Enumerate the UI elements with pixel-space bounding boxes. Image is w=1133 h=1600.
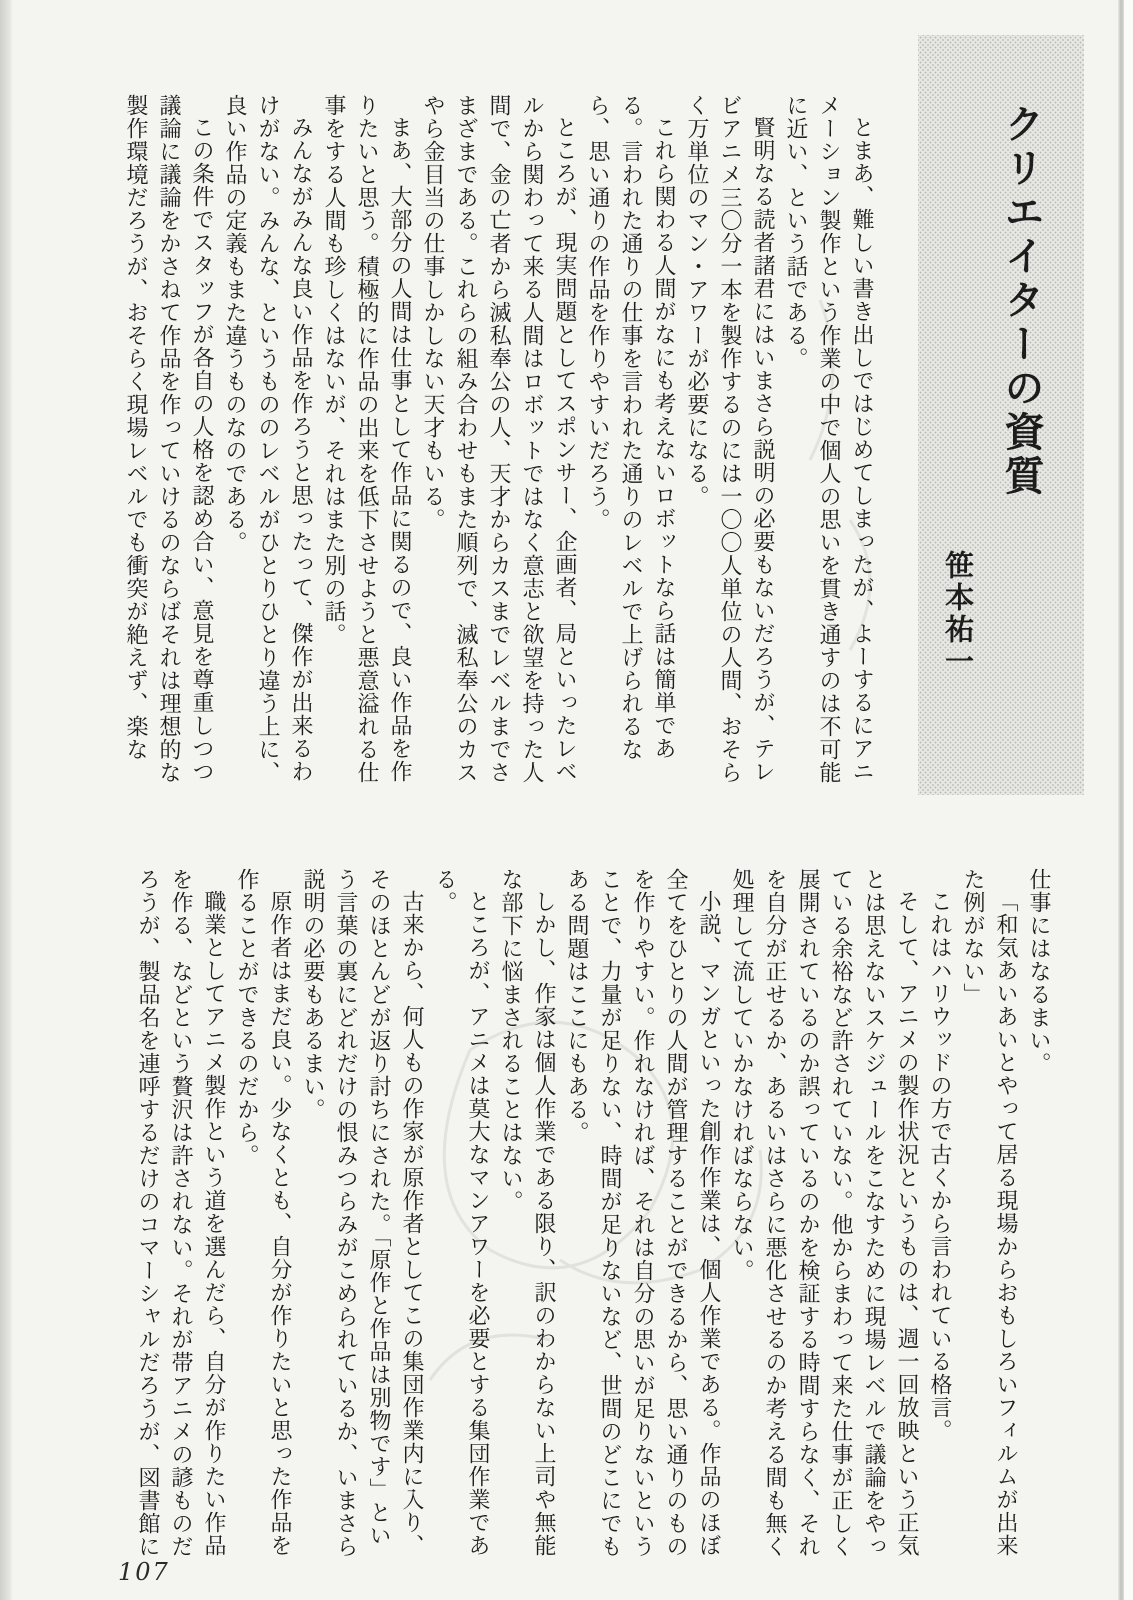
- paragraph: 賢明なる読者諸君にはいまさら説明の必要もないだろうが、テレビアニメ三〇分一本を製作するのには一〇〇人単位の人間、おそらく万単位のマン・アワーが必要になる。: [684, 94, 775, 784]
- article-author: 笹本祐一: [941, 550, 975, 678]
- paragraph: ところが、アニメは莫大なマンアワーを必要とする集団作業である。: [432, 868, 490, 1557]
- paragraph: 古来から、何人もの作家が原作者としてこの集団作業内に入り、そのほとんどが返り討ちにされた。「原作と作品は別物です」という言葉の裏にどれだけの恨みつらみがこめられているか、いまさら説明の必要もあるまい。: [300, 868, 424, 1558]
- paragraph: これはハリウッドの方で古くから言われている格言。: [927, 890, 952, 1442]
- scan-edge-left: [0, 0, 13, 1600]
- scan-edge-right: [1124, 0, 1133, 1600]
- paragraph: 仕事にはなるまい。: [1026, 868, 1051, 1075]
- paragraph: 原作者はまだ良い。少なくとも、自分が作りたいと思った作品を作ることができるのだから。: [234, 868, 292, 1557]
- paragraph: ところが、現実問題としてスポンサー、企画者、局といったレベルから関わって来る人間はロボットではなく意志と欲望を持った人間で、金の亡者から滅私奉公の人、天才からカスまでレベルまでさまざまである。これらの組み合わせもまた順列で、滅私奉公のカスやら金目当の仕事しかしない天才もいる。: [420, 94, 577, 784]
- paragraph: 「和気あいあいとやって居る現場からおもしろいフィルムが出来た例がない」: [960, 868, 1018, 1557]
- page-number: 107: [118, 1558, 170, 1586]
- paragraph: そして、アニメの製作状況というものは、週一回放映という正気とは思えないスケジュールをこなすために現場レベルで議論をやっている余裕など許されていない。他からまわって来た仕事が正しく展開されているのか誤っているのかを検証する時間すらなく、それを自分が正せるか、あるいはさらに悪化させるのか考える間も無く処理して流していかなければならない。: [729, 868, 919, 1558]
- paragraph: しかし、作家は個人作業である限り、訳のわからない上司や無能な部下に悩まされることはない。: [498, 868, 556, 1557]
- article-title: クリエイターの資質: [998, 103, 1044, 499]
- paragraph: みんながみんな良い作品を作ろうと思ったって、傑作が出来るわけがない。みんな、というもののレベルがひとりひとり違う上に、良い作品の定義もまた違うものなのである。: [222, 94, 313, 784]
- article-title-block: [918, 35, 1084, 795]
- lower-text-block: [123, 868, 1055, 1566]
- upper-text-block: [112, 94, 878, 790]
- paragraph: これら関わる人間がなにも考えないロボットなら話は簡単である。言われた通りの仕事を言われた通りのレベルで上げられるなら、思い通りの作品を作りやすいだろう。: [585, 94, 676, 761]
- paragraph: 職業としてアニメ製作という道を選んだら、自分が作りたい作品を作る、などという贅沢は許されない。それが帯アニメの諺ものだろうが、製品名を連呼するだけのコマーシャルだろうが、図書館に: [135, 868, 226, 1558]
- paragraph: 小説、マンガといった創作作業は、個人作業である。作品のほぼ全てをひとりの人間が管理することができるから、思い通りのものを作りやすい。作れなければ、それは自分の思いが足りないということで、力量が足りない、時間が足りないなど、世間のどこにでもある問題はここにもある。: [564, 868, 721, 1558]
- paragraph: この条件でスタッフが各自の人格を認め合い、意見を尊重しつつ議論に議論をかさねて作品を作っていけるのならばそれは理想的な製作環境だろうが、おそらく現場レベルでも衝突が絶えず、楽な: [123, 94, 214, 784]
- paragraph: まあ、大部分の人間は仕事として作品に関るので、良い作品を作りたいと思う。積極的に作品の出来を低下させようと悪意溢れる仕事をする人間も珍しくはないが、それはまた別の話。: [321, 94, 412, 784]
- paragraph: とまあ、難しい書き出しではじめてしまったが、よーするにアニメーション製作という作業の中で個人の思いを貫き通すのは不可能に近い、という話である。: [783, 94, 874, 784]
